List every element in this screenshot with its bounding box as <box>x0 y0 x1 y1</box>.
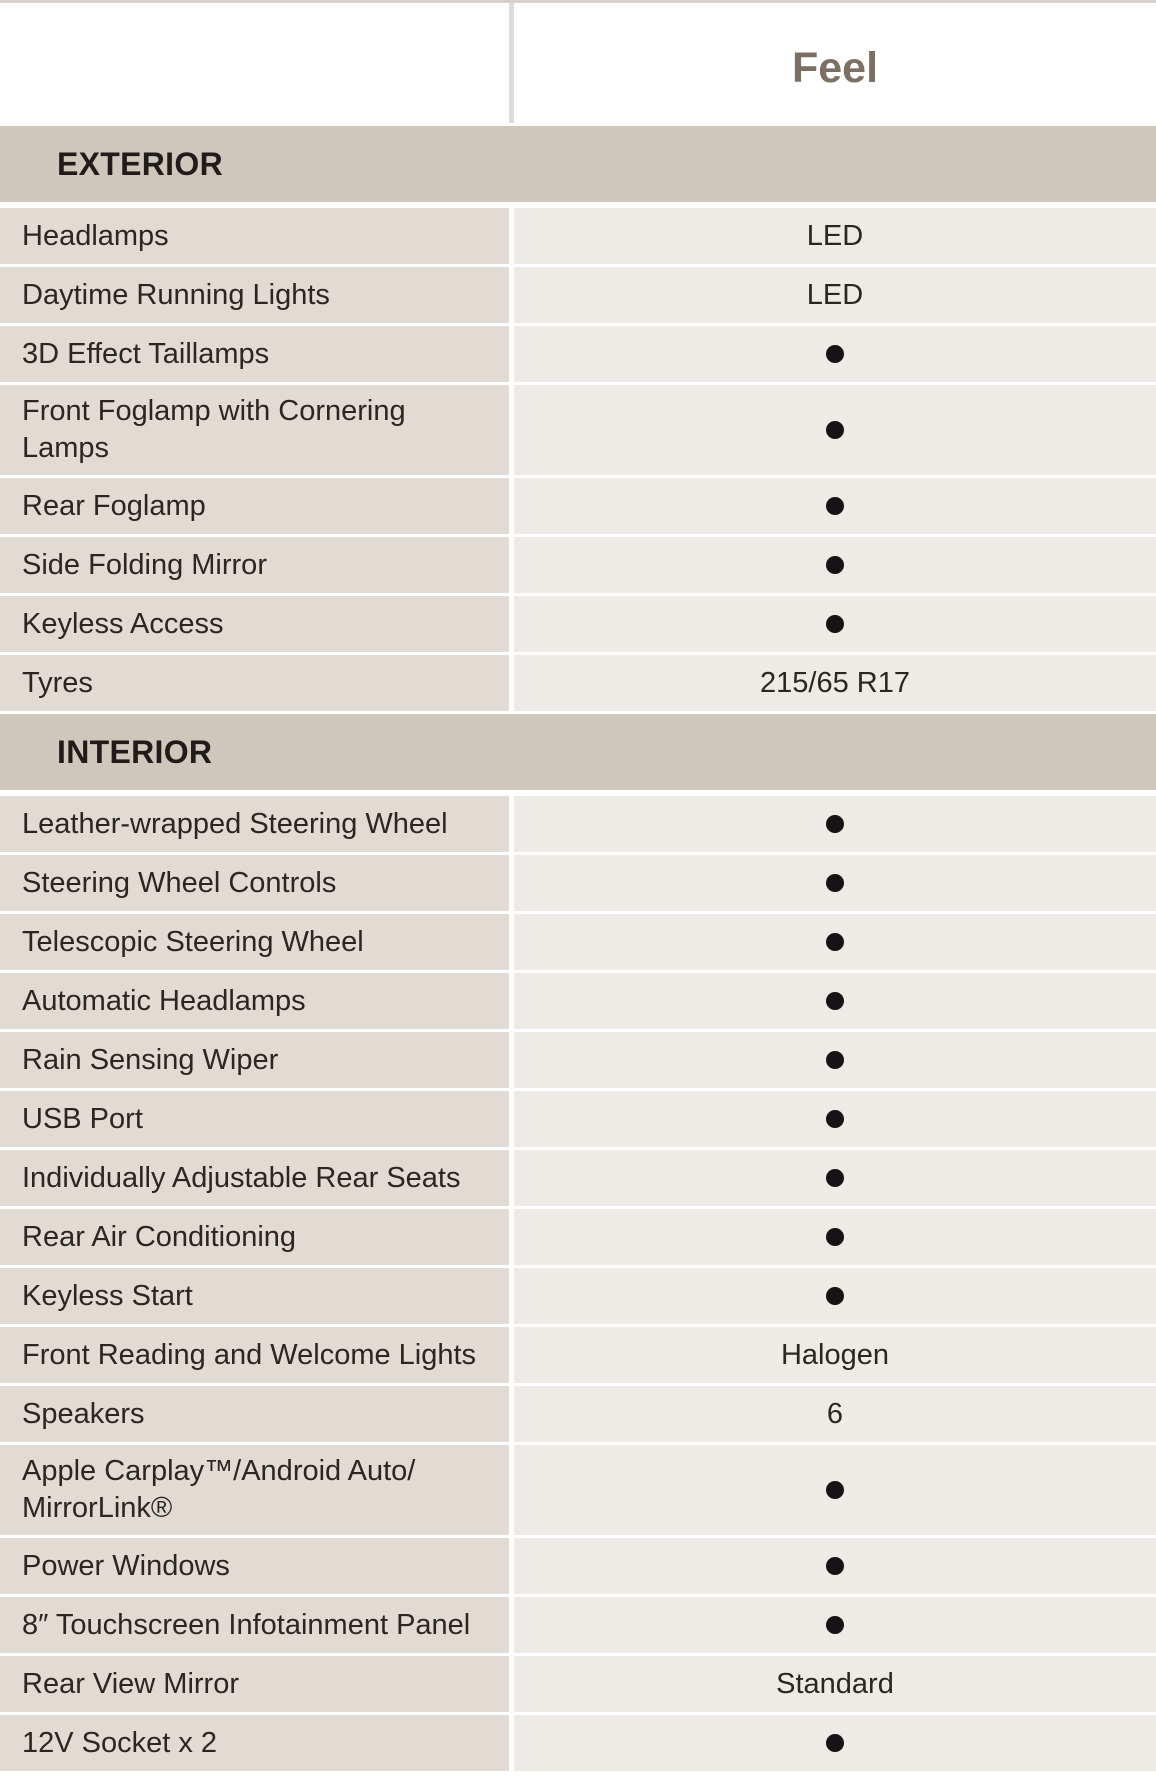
included-dot-icon <box>826 1110 844 1128</box>
feature-label: Front Reading and Welcome Lights <box>22 1338 477 1371</box>
feature-cell <box>0 478 514 534</box>
feature-cell <box>0 1268 514 1324</box>
value-cell <box>514 1538 1156 1594</box>
table-row <box>0 264 1156 323</box>
feature-cell <box>0 267 514 323</box>
value-cell <box>514 537 1156 593</box>
table-row <box>0 593 1156 652</box>
value-cell <box>514 208 1156 264</box>
feature-label: Rear Air Conditioning <box>22 1220 297 1253</box>
feature-cell <box>0 796 514 852</box>
included-dot-icon <box>826 421 844 439</box>
table-row <box>0 1147 1156 1206</box>
value-text: LED <box>806 219 864 252</box>
feature-cell <box>0 1091 514 1147</box>
section-title: EXTERIOR <box>57 145 223 182</box>
table-row <box>0 323 1156 382</box>
feature-label: Front Foglamp with Cornering Lamps <box>22 395 406 464</box>
table-row <box>0 1535 1156 1594</box>
feature-cell <box>0 537 514 593</box>
value-cell <box>514 1032 1156 1088</box>
table-row <box>0 382 1156 475</box>
included-dot-icon <box>826 497 844 515</box>
value-cell <box>514 655 1156 711</box>
variant-title: Feel <box>791 43 879 92</box>
value-cell <box>514 1268 1156 1324</box>
value-cell <box>514 1386 1156 1442</box>
feature-label: Side Folding Mirror <box>22 548 267 581</box>
feature-label: 3D Effect Taillamps <box>22 337 270 370</box>
header-empty-cell <box>0 3 514 123</box>
table-row <box>0 852 1156 911</box>
value-cell <box>514 1715 1156 1771</box>
included-dot-icon <box>826 992 844 1010</box>
table-row <box>0 1442 1156 1535</box>
feature-label: USB Port <box>22 1102 143 1135</box>
included-dot-icon <box>826 1169 844 1187</box>
value-cell <box>514 596 1156 652</box>
feature-cell <box>0 973 514 1029</box>
value-cell <box>514 1597 1156 1653</box>
table-row <box>0 911 1156 970</box>
value-text: Standard <box>776 1667 894 1700</box>
feature-cell <box>0 655 514 711</box>
feature-label: Steering Wheel Controls <box>22 866 337 899</box>
feature-cell <box>0 1597 514 1653</box>
feature-cell <box>0 208 514 264</box>
feature-cell <box>0 855 514 911</box>
value-cell <box>514 1656 1156 1712</box>
feature-cell <box>0 1327 514 1383</box>
table-row <box>0 475 1156 534</box>
variant-header-cell <box>514 3 1156 123</box>
table-row <box>0 1653 1156 1712</box>
value-cell <box>514 385 1156 475</box>
feature-label: Keyless Access <box>22 607 224 640</box>
table-row <box>0 1383 1156 1442</box>
included-dot-icon <box>826 1557 844 1575</box>
included-dot-icon <box>826 556 844 574</box>
feature-label: Automatic Headlamps <box>22 984 306 1017</box>
value-cell <box>514 478 1156 534</box>
feature-label: Keyless Start <box>22 1279 193 1312</box>
feature-cell <box>0 1715 514 1771</box>
table-header-row <box>0 3 1156 123</box>
table-row <box>0 534 1156 593</box>
table-row <box>0 1029 1156 1088</box>
value-cell <box>514 1150 1156 1206</box>
feature-label: Rear View Mirror <box>22 1667 240 1700</box>
value-cell <box>514 267 1156 323</box>
feature-label: Individually Adjustable Rear Seats <box>22 1161 461 1194</box>
table-row <box>0 1324 1156 1383</box>
included-dot-icon <box>826 1616 844 1634</box>
included-dot-icon <box>826 1481 844 1499</box>
table-row <box>0 793 1156 852</box>
value-cell <box>514 1327 1156 1383</box>
table-row <box>0 652 1156 711</box>
included-dot-icon <box>826 1287 844 1305</box>
feature-cell <box>0 1538 514 1594</box>
value-cell <box>514 1091 1156 1147</box>
feature-label: Tyres <box>22 666 93 699</box>
included-dot-icon <box>826 1734 844 1752</box>
feature-label: Headlamps <box>22 219 169 252</box>
value-text: LED <box>806 278 864 311</box>
table-row <box>0 970 1156 1029</box>
included-dot-icon <box>826 933 844 951</box>
feature-label: 8″ Touchscreen Infotainment Panel <box>22 1608 471 1641</box>
feature-label: 12V Socket x 2 <box>22 1726 218 1759</box>
sections-container <box>0 123 1156 1771</box>
value-cell <box>514 796 1156 852</box>
table-row <box>0 1594 1156 1653</box>
value-text: 215/65 R17 <box>760 666 910 699</box>
value-cell <box>514 326 1156 382</box>
feature-label: Leather-wrapped Steering Wheel <box>22 807 448 840</box>
value-text: Halogen <box>780 1338 890 1371</box>
feature-cell <box>0 596 514 652</box>
included-dot-icon <box>826 1228 844 1246</box>
included-dot-icon <box>826 815 844 833</box>
feature-label: Apple Carplay™/Android Auto/ MirrorLink® <box>22 1455 416 1524</box>
feature-cell <box>0 1656 514 1712</box>
table-row <box>0 1088 1156 1147</box>
value-cell <box>514 1445 1156 1535</box>
feature-cell <box>0 1032 514 1088</box>
section-header-exterior <box>0 123 1156 205</box>
feature-label: Speakers <box>22 1397 145 1430</box>
section-header-interior <box>0 711 1156 793</box>
section-title: INTERIOR <box>57 733 213 770</box>
feature-cell <box>0 1209 514 1265</box>
value-cell <box>514 973 1156 1029</box>
value-cell <box>514 914 1156 970</box>
table-row <box>0 1206 1156 1265</box>
table-row <box>0 1712 1156 1771</box>
included-dot-icon <box>826 874 844 892</box>
feature-label: Power Windows <box>22 1549 230 1582</box>
included-dot-icon <box>826 345 844 363</box>
feature-cell <box>0 326 514 382</box>
feature-cell <box>0 1150 514 1206</box>
table-row <box>0 1265 1156 1324</box>
value-cell <box>514 855 1156 911</box>
feature-cell <box>0 1445 514 1535</box>
value-text: 6 <box>826 1397 844 1430</box>
feature-label: Daytime Running Lights <box>22 278 330 311</box>
feature-label: Rear Foglamp <box>22 489 206 522</box>
feature-label: Rain Sensing Wiper <box>22 1043 279 1076</box>
feature-cell <box>0 1386 514 1442</box>
feature-cell <box>0 914 514 970</box>
feature-label: Telescopic Steering Wheel <box>22 925 364 958</box>
feature-cell <box>0 385 514 475</box>
included-dot-icon <box>826 1051 844 1069</box>
included-dot-icon <box>826 615 844 633</box>
table-row <box>0 205 1156 264</box>
value-cell <box>514 1209 1156 1265</box>
